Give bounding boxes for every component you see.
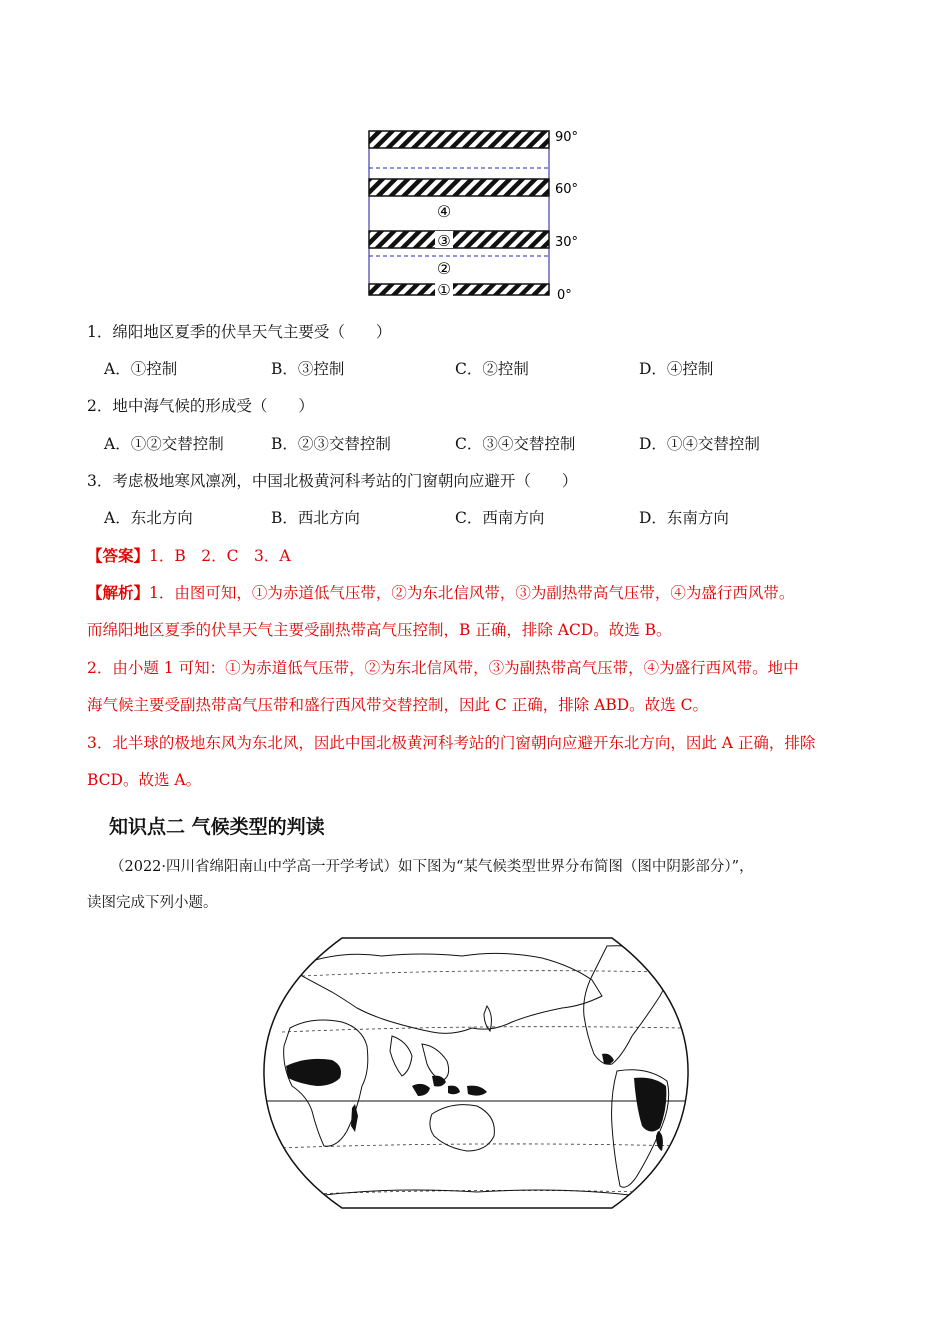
question-2-option-c: C．③④交替控制 (455, 435, 576, 453)
belt-30 (369, 231, 549, 248)
question-3-stem: 3．考虑极地寒风凛冽，中国北极黄河科考站的门窗朝向应避开（ ） (87, 472, 578, 490)
lat-label-30: 30° (555, 235, 579, 250)
answer-tag: 【答案】 (87, 546, 150, 565)
belt-0 (369, 284, 549, 295)
question-1-option-d: D．④控制 (639, 360, 714, 378)
svg-text:④: ④ (436, 202, 452, 221)
section-intro-line-1: （2022·四川省绵阳南山中学高一开学考试）如下图为“某气候类型世界分布简图（图中阴影部分）”， (110, 859, 754, 875)
belt-label-1 (435, 281, 453, 299)
svg-text:③: ③ (437, 232, 451, 250)
belt-label-3 (435, 231, 453, 250)
question-3-option-a: A．东北方向 (104, 509, 193, 527)
belt-90 (369, 131, 549, 148)
belt-label-4 (434, 202, 454, 221)
belt-label-2 (437, 259, 451, 278)
question-2-option-d: D．①④交替控制 (639, 435, 760, 453)
pressure-belt-diagram (360, 122, 600, 307)
section-heading: 知识点二 气候类型的判读 (109, 816, 325, 838)
section-intro-line-2: 读图完成下列小题。 (87, 895, 218, 911)
svg-text:②: ② (436, 259, 452, 278)
belt-60 (369, 179, 549, 196)
question-1-option-c: C．②控制 (455, 360, 529, 378)
question-2-option-a: A．①②交替控制 (104, 435, 224, 453)
answer-text: 1．B 2．C 3．A (149, 547, 291, 565)
analysis-line-2b: 海气候主要受副热带高气压带和盛行西风带交替控制，因此 C 正确，排除 ABD。故选 C。 (87, 696, 708, 714)
analysis-line-3a: 3．北半球的极地东风为东北风，因此中国北极黄河科考站的门窗朝向应避开东北方向，因此 A 正确，排除 (87, 734, 816, 752)
question-1-option-a: A．①控制 (104, 360, 178, 378)
svg-text:①: ① (437, 281, 451, 299)
question-3-option-b: B．西北方向 (271, 509, 360, 527)
question-3-option-d: D．东南方向 (639, 509, 729, 527)
answer-line (87, 546, 291, 566)
analysis-tag: 【解析】 (87, 583, 150, 602)
analysis-line-1a: 【解析】1．由图可知，①为赤道低气压带，②为东北信风带，③为副热带高气压带，④为盛行西风带。 (87, 583, 795, 602)
question-1-stem: 1．绵阳地区夏季的伏旱天气主要受（ ） (87, 323, 392, 341)
world-climate-map (262, 936, 692, 1212)
lat-label-0: 0° (557, 288, 572, 303)
question-2-stem: 2．地中海气候的形成受（ ） (87, 397, 314, 415)
question-1-option-b: B．③控制 (271, 360, 345, 378)
analysis-line-2a: 2．由小题 1 可知：①为赤道低气压带，②为东北信风带，③为副热带高气压带，④为盛行西风带。地中 (87, 659, 799, 677)
lat-label-90: 90° (555, 130, 579, 145)
analysis-line-1b: 而绵阳地区夏季的伏旱天气主要受副热带高气压控制，B 正确，排除 ACD。故选 B。 (87, 621, 672, 639)
question-3-option-c: C．西南方向 (455, 509, 545, 527)
question-2-option-b: B．②③交替控制 (271, 435, 391, 453)
analysis-line-3b: BCD。故选 A。 (87, 771, 202, 789)
lat-label-60: 60° (555, 182, 579, 197)
